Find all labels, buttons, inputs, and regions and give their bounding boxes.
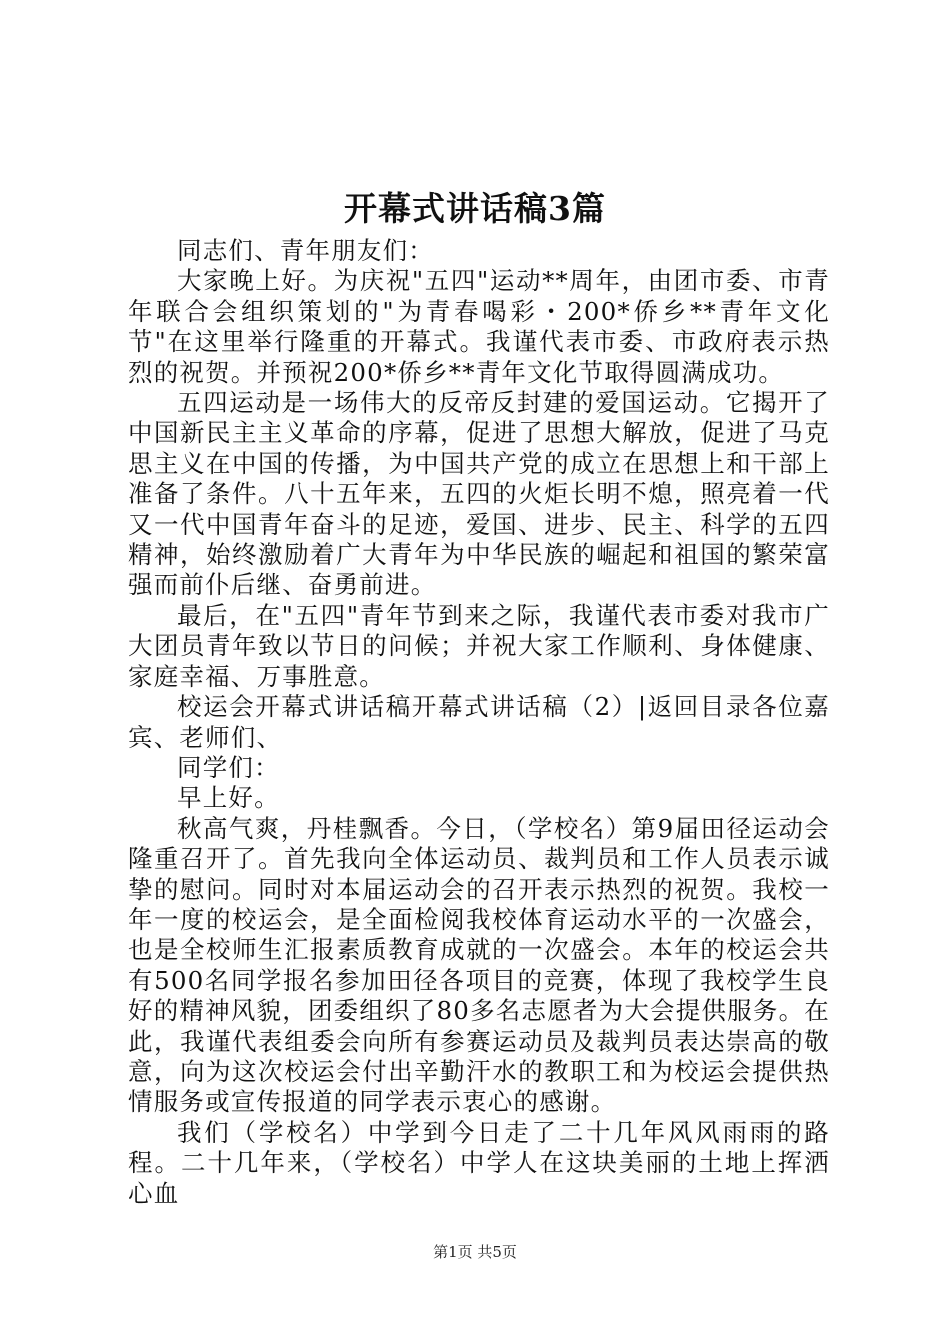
paragraph-greeting: 同志们、青年朋友们： [177, 236, 434, 265]
paragraph-opening: 大家晚上好。为庆祝"五四"运动**周年，由团市委、市青年联合会组织策划的"为青春喝彩・200*侨乡**青年文化节"在这里举行隆重的开幕式。我谨代表市委、市政府表示热烈的祝贺。并预祝200*侨乡**青年文化节取得圆满成功。 [128, 266, 830, 387]
paragraph-good-morning: 早上好。 [177, 783, 280, 813]
paragraph-sports-meet: 秋高气爽，丹桂飘香。今日，（学校名）第9届田径运动会隆重召开了。首先我向全体运动员、裁判员和工作人员表示诚挚的慰问。同时对本届运动会的召开表示热烈的祝贺。我校一年一度的校运会，是全面检阅我校体育运动水平的一次盛会，也是全校师生汇报素质教育成就的一次盛会。本年的校运会共有500名同学报名参加田径各项目的竞赛，体现了我校学生良好的精神风貌，团委组织了80多名志愿者为大会提供服务。在此，我谨代表组委会向所有参赛运动员及裁判员表达崇高的敬意，向为这次校运会付出辛勤汗水的教职工和为校运会提供热情服务或宣传报道的同学表示衷心的感谢。 [128, 813, 830, 1117]
page-number-footer: 第1页 共5页 [433, 1243, 517, 1261]
paragraph-may-fourth: 五四运动是一场伟大的反帝反封建的爱国运动。它揭开了中国新民主主义革命的序幕，促进了思想大解放，促进了马克思主义在中国的传播，为中国共产党的成立在思想上和干部上准备了条件。八十五年来，五四的火炬长明不熄，照亮着一代又一代中国青年奋斗的足迹，爱国、进步、民主、科学的五四精神，始终激励着广大青年为中华民族的崛起和祖国的繁荣富强而前仆后继、奋勇前进。 [128, 388, 830, 600]
document-title: 开幕式讲话稿3篇 [344, 189, 606, 228]
paragraph-school-history: 我们（学校名）中学到今日走了二十几年风风雨雨的路程。二十几年来，（学校名）中学人在这块美丽的土地上挥洒心血 [128, 1117, 830, 1208]
paragraph-speech2-heading: 校运会开幕式讲话稿开幕式讲话稿（2）|返回目录各位嘉宾、老师们、 [128, 692, 830, 752]
paragraph-students-greeting: 同学们： [177, 752, 280, 782]
document-body [128, 236, 830, 1209]
paragraph-closing: 最后，在"五四"青年节到来之际，我谨代表市委对我市广大团员青年致以节日的问候；并祝大家工作顺利、身体健康、家庭幸福、万事胜意。 [128, 600, 830, 691]
